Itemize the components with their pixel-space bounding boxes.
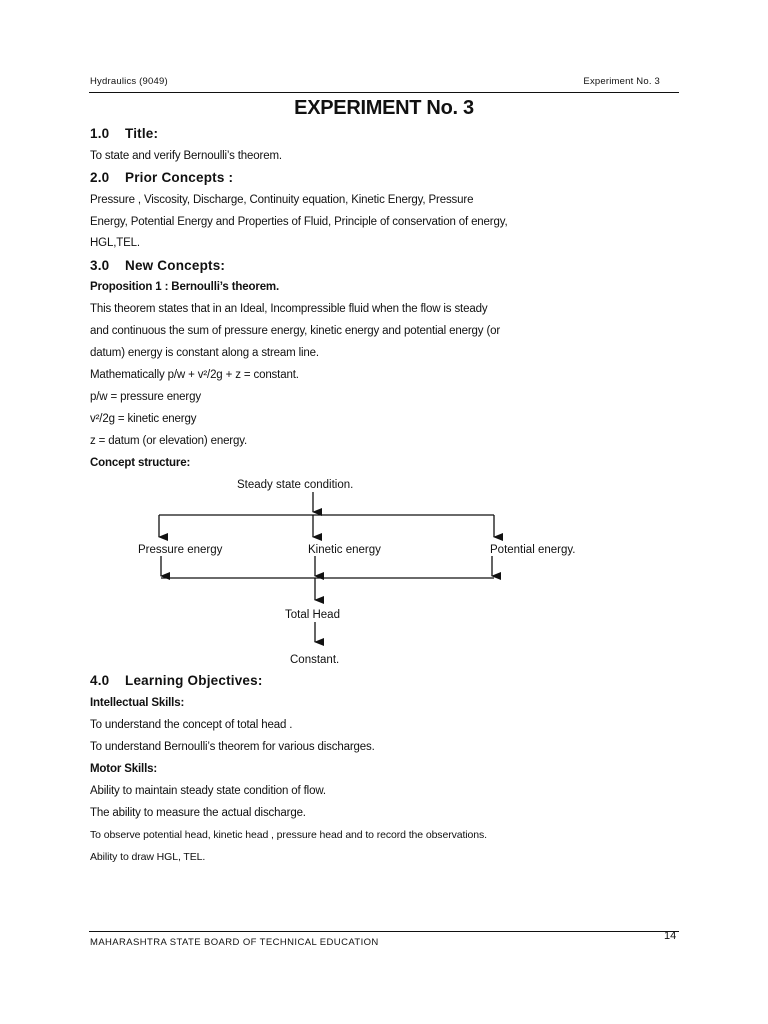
header-subject: Hydraulics (9049): [90, 76, 168, 87]
diagram-connectors: [0, 470, 768, 680]
diagram-constant: Constant.: [290, 654, 340, 666]
bernoulli-equation: Mathematically p/w + v²/2g + z = constant.: [90, 369, 299, 381]
section-2-line: Energy, Potential Energy and Properties of Fluid, Principle of conservation of energy,: [90, 216, 508, 228]
diagram-potential-energy: Potential energy.: [490, 544, 576, 556]
page-number: 14: [664, 930, 677, 942]
section-1-heading: [90, 126, 158, 141]
definition-datum-energy: z = datum (or elevation) energy.: [90, 435, 248, 447]
header-divider: [89, 92, 679, 93]
section-1-number: 1.0: [90, 126, 110, 141]
section-3-number: 3.0: [90, 258, 110, 273]
header-experiment: Experiment No. 3: [583, 76, 660, 87]
motor-skill-item: To observe potential head, kinetic head , pressure head and to record the observations.: [90, 829, 487, 841]
footer-institution: MAHARASHTRA STATE BOARD OF TECHNICAL EDUCATION: [90, 937, 379, 948]
section-1-title: Title:: [125, 126, 159, 141]
definition-kinetic-energy: v²/2g = kinetic energy: [90, 413, 197, 425]
proposition-heading: Proposition 1 : Bernoulli’s theorem.: [90, 281, 280, 293]
section-3-line: datum) energy is constant along a stream line.: [90, 347, 319, 359]
intellectual-skill-item: To understand the concept of total head .: [90, 719, 293, 731]
diagram-kinetic-energy: Kinetic energy: [308, 544, 381, 556]
motor-skill-item: The ability to measure the actual discharge.: [90, 807, 306, 819]
concept-structure-heading: Concept structure:: [90, 457, 191, 469]
section-2-heading: [90, 170, 233, 185]
section-3-title: New Concepts:: [125, 258, 226, 273]
section-2-number: 2.0: [90, 170, 110, 185]
motor-skill-item: Ability to draw HGL, TEL.: [90, 851, 206, 863]
section-4-title: Learning Objectives:: [125, 673, 263, 688]
section-2-line: Pressure , Viscosity, Discharge, Continuity equation, Kinetic Energy, Pressure: [90, 194, 474, 206]
section-3-line: and continuous the sum of pressure energy, kinetic energy and potential energy (or: [90, 325, 501, 337]
section-4-number: 4.0: [90, 673, 110, 688]
diagram-pressure-energy: Pressure energy: [138, 544, 223, 556]
definition-pressure-energy: p/w = pressure energy: [90, 391, 201, 403]
motor-skill-item: Ability to maintain steady state condition of flow.: [90, 785, 326, 797]
section-1-text: To state and verify Bernoulli’s theorem.: [90, 150, 282, 162]
intellectual-skills-heading: Intellectual Skills:: [90, 697, 185, 709]
concept-structure-diagram: [0, 470, 768, 680]
diagram-steady-state: Steady state condition.: [237, 479, 354, 491]
section-2-line: HGL,TEL.: [90, 237, 140, 249]
page-title: EXPERIMENT No. 3: [294, 97, 474, 119]
section-3-line: This theorem states that in an Ideal, Incompressible fluid when the flow is steady: [90, 303, 488, 315]
section-4-heading: [90, 673, 263, 688]
diagram-total-head: Total Head: [285, 609, 340, 621]
intellectual-skill-item: To understand Bernoulli’s theorem for various discharges.: [90, 741, 375, 753]
motor-skills-heading: Motor Skills:: [90, 763, 158, 775]
section-2-title: Prior Concepts :: [125, 170, 234, 185]
section-3-heading: [90, 258, 225, 273]
footer-divider: [89, 931, 679, 932]
